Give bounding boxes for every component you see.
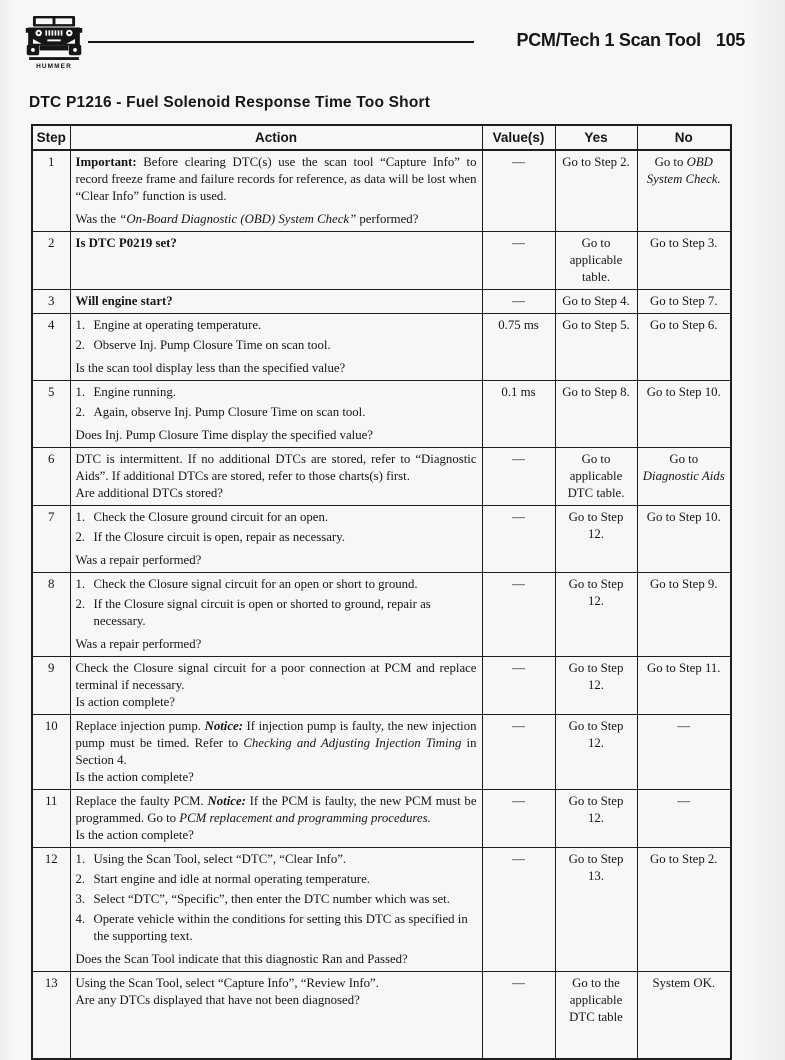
step-cell: 10 <box>32 715 70 790</box>
value-cell: — <box>482 573 555 657</box>
action-question <box>76 636 477 653</box>
item-text <box>94 317 477 334</box>
value-cell: — <box>482 448 555 506</box>
action-item <box>76 576 477 593</box>
table-row <box>32 972 731 1059</box>
text-segment: Check the Closure signal circuit for a poor connection at PCM and replace terminal if necessary. <box>75 661 477 692</box>
action-line <box>76 769 477 786</box>
yes-cell <box>555 448 637 506</box>
action-cell <box>70 506 482 573</box>
text-segment: Select “DTC”, “Specific”, then enter the DTC number which was set. <box>93 892 450 906</box>
action-line <box>76 827 477 844</box>
action-para <box>76 718 477 769</box>
action-cell <box>70 848 482 972</box>
hummer-logo-text: HUMMER <box>36 63 72 70</box>
no-cell <box>637 573 731 657</box>
text-segment: Using the Scan Tool, select “DTC”, “Clear Info”. <box>93 852 347 866</box>
table-row <box>32 150 731 232</box>
item-text <box>94 851 477 868</box>
yes-cell <box>555 715 637 790</box>
table-row <box>32 573 731 657</box>
text-segment: If injection pump is faulty, the new injection pump must be timed. Refer to <box>75 719 477 750</box>
action-item <box>76 317 477 334</box>
action-para <box>76 154 477 205</box>
item-number: 2. <box>75 872 86 886</box>
no-cell <box>637 790 731 848</box>
action-item <box>76 851 477 868</box>
text-segment: Notice: <box>204 719 243 733</box>
text-segment: Go to Step 12. <box>568 510 624 541</box>
hummer-vehicle-icon <box>25 16 83 60</box>
page-header-title <box>516 30 745 51</box>
text-segment: If the PCM is faulty, the new PCM must be programmed. Go to <box>75 794 477 825</box>
text-segment: Is the scan tool display less than the specified value? <box>75 361 346 375</box>
table-row <box>32 657 731 715</box>
step-cell: 3 <box>32 290 70 314</box>
text-segment: Go to Step 7. <box>649 294 718 308</box>
item-text <box>94 911 477 945</box>
value-cell: 0.1 ms <box>482 381 555 448</box>
text-segment: Important: <box>75 155 137 169</box>
step-cell: 1 <box>32 150 70 232</box>
action-item <box>76 337 477 354</box>
no-cell <box>637 448 731 506</box>
action-cell <box>70 715 482 790</box>
text-segment: — <box>677 794 691 808</box>
yes-cell <box>555 232 637 290</box>
text-segment: Go to Step 12. <box>568 794 624 825</box>
action-cell <box>70 573 482 657</box>
item-number: 2. <box>75 338 86 352</box>
text-segment: Go to Step 5. <box>562 318 630 332</box>
text-segment: Was a repair performed? <box>75 637 202 651</box>
value-cell: — <box>482 790 555 848</box>
table-row <box>32 715 731 790</box>
item-number: 2. <box>75 530 86 544</box>
text-segment: Does the Scan Tool indicate that this diagnostic Ran and Passed? <box>75 952 408 966</box>
value-cell: 0.75 ms <box>482 314 555 381</box>
page-number: 105 <box>715 30 745 50</box>
item-number: 1. <box>75 318 86 332</box>
value-cell: — <box>482 657 555 715</box>
action-para <box>76 451 477 485</box>
action-para <box>76 293 477 310</box>
item-number: 3. <box>75 892 86 906</box>
item-number: 2. <box>75 597 86 611</box>
item-text <box>94 871 477 888</box>
action-line <box>76 485 477 502</box>
text-segment: Is the action complete? <box>75 828 194 842</box>
action-question <box>76 360 477 377</box>
text-segment: Using the Scan Tool, select “Capture Info”, “Review Info”. <box>75 976 379 990</box>
column-header-values: Value(s) <box>482 125 555 150</box>
text-segment: Will engine start? <box>75 294 173 308</box>
item-text <box>94 576 477 593</box>
step-cell: 5 <box>32 381 70 448</box>
item-number: 1. <box>75 577 86 591</box>
table-row <box>32 381 731 448</box>
action-question <box>76 552 477 569</box>
yes-cell <box>555 657 637 715</box>
item-text <box>94 891 477 908</box>
text-segment: Go to Step 12. <box>568 661 624 692</box>
text-segment: Was a repair performed? <box>75 553 202 567</box>
no-cell <box>637 715 731 790</box>
action-cell <box>70 314 482 381</box>
step-cell: 11 <box>32 790 70 848</box>
action-para <box>76 660 477 694</box>
step-cell: 12 <box>32 848 70 972</box>
no-cell <box>637 381 731 448</box>
value-cell: — <box>482 290 555 314</box>
item-text <box>94 529 477 546</box>
text-segment: Notice: <box>207 794 246 808</box>
column-header-no: No <box>637 125 731 150</box>
table-row <box>32 448 731 506</box>
table-row <box>32 232 731 290</box>
text-segment: DTC is intermittent. If no additional DTCs are stored, refer to “Diagnostic Aids”. If additional DTCs are stored, refer to those charts(s) first. <box>75 452 477 483</box>
text-segment: Are any DTCs displayed that have not been diagnosed? <box>75 993 360 1007</box>
text-segment: “On-Board Diagnostic (OBD) System Check” <box>119 212 357 226</box>
doc-title: DTC P1216 - Fuel Solenoid Response Time Too Short <box>29 94 431 111</box>
text-segment: Go to Step 9. <box>649 577 718 591</box>
step-cell: 2 <box>32 232 70 290</box>
yes-cell <box>555 848 637 972</box>
step-cell: 9 <box>32 657 70 715</box>
action-question <box>76 427 477 444</box>
yes-cell <box>555 790 637 848</box>
no-cell <box>637 657 731 715</box>
step-cell: 4 <box>32 314 70 381</box>
action-line <box>76 694 477 711</box>
hummer-logo <box>25 16 83 70</box>
text-segment: System OK. <box>652 976 716 990</box>
table-row <box>32 790 731 848</box>
no-cell <box>637 848 731 972</box>
text-segment: Go to Step 13. <box>568 852 624 883</box>
action-para <box>76 975 477 992</box>
no-cell <box>637 150 731 232</box>
item-text <box>94 596 477 630</box>
action-item <box>76 384 477 401</box>
text-segment: Replace the faulty PCM. <box>75 794 208 808</box>
value-cell: — <box>482 150 555 232</box>
text-segment: Is the action complete? <box>75 770 194 784</box>
text-segment: Go to Step 8. <box>562 385 630 399</box>
step-cell: 13 <box>32 972 70 1059</box>
table-header-row <box>32 125 731 150</box>
text-segment: Go to Step 10. <box>646 510 721 524</box>
yes-cell <box>555 150 637 232</box>
value-cell: — <box>482 232 555 290</box>
item-text <box>94 384 477 401</box>
item-text <box>94 337 477 354</box>
action-item <box>76 529 477 546</box>
step-cell: 7 <box>32 506 70 573</box>
yes-cell <box>555 573 637 657</box>
text-segment: performed? <box>356 212 419 226</box>
step-cell: 8 <box>32 573 70 657</box>
text-segment: Was the <box>75 212 120 226</box>
table-body <box>32 150 731 1059</box>
yes-cell <box>555 290 637 314</box>
action-cell <box>70 232 482 290</box>
table-row <box>32 506 731 573</box>
no-cell <box>637 314 731 381</box>
text-segment: — <box>677 719 691 733</box>
action-cell <box>70 448 482 506</box>
step-cell: 6 <box>32 448 70 506</box>
text-segment: Go to Step 10. <box>646 385 721 399</box>
no-cell <box>637 290 731 314</box>
text-segment: Go to Step 12. <box>568 577 624 608</box>
text-segment: Go to Step 3. <box>649 236 718 250</box>
no-cell <box>637 232 731 290</box>
value-cell: — <box>482 848 555 972</box>
text-segment: Does Inj. Pump Closure Time display the specified value? <box>75 428 373 442</box>
text-segment: Is DTC P0219 set? <box>75 236 177 250</box>
action-item <box>76 596 477 630</box>
yes-cell <box>555 506 637 573</box>
text-segment: Check the Closure signal circuit for an open or short to ground. <box>93 577 418 591</box>
dtc-table <box>31 124 732 1060</box>
item-number: 1. <box>75 852 86 866</box>
header-section-title: PCM/Tech 1 Scan Tool <box>516 30 701 50</box>
text-segment: Go to applicable table. <box>569 236 623 284</box>
text-segment: Go to Step 2. <box>649 852 718 866</box>
text-segment: Start engine and idle at normal operating temperature. <box>93 872 370 886</box>
no-cell <box>637 506 731 573</box>
action-item <box>76 911 477 945</box>
text-segment: in Section 4. <box>75 736 477 767</box>
action-para <box>76 235 477 252</box>
text-segment: Checking and Adjusting Injection Timing <box>243 736 462 750</box>
action-item <box>76 871 477 888</box>
column-header-action: Action <box>70 125 482 150</box>
text-segment: If the Closure circuit is open, repair as necessary. <box>93 530 345 544</box>
text-segment: Go to Step 4. <box>562 294 630 308</box>
text-segment: Is action complete? <box>75 695 175 709</box>
action-item <box>76 404 477 421</box>
column-header-yes: Yes <box>555 125 637 150</box>
action-item <box>76 509 477 526</box>
action-question <box>76 951 477 968</box>
text-segment: Replace injection pump. <box>75 719 205 733</box>
yes-cell <box>555 381 637 448</box>
text-segment: Operate vehicle within the conditions for setting this DTC as specified in the supporting text. <box>93 912 468 943</box>
action-line <box>76 992 477 1009</box>
text-segment: Again, observe Inj. Pump Closure Time on scan tool. <box>93 405 366 419</box>
table-row <box>32 314 731 381</box>
column-header-step: Step <box>32 125 70 150</box>
no-cell <box>637 972 731 1059</box>
yes-cell <box>555 972 637 1059</box>
item-text <box>94 509 477 526</box>
text-segment: Check the Closure ground circuit for an open. <box>93 510 329 524</box>
text-segment: Go to Step 11. <box>647 661 721 675</box>
table-row <box>32 290 731 314</box>
text-segment: PCM replacement and programming procedures. <box>179 811 431 825</box>
action-cell <box>70 790 482 848</box>
text-segment: Diagnostic Aids <box>642 469 725 483</box>
action-cell <box>70 657 482 715</box>
text-segment: OBD System Check. <box>646 155 721 186</box>
yes-cell <box>555 314 637 381</box>
action-cell <box>70 972 482 1059</box>
text-segment: Go to Step 12. <box>568 719 624 750</box>
value-cell: — <box>482 506 555 573</box>
item-number: 1. <box>75 510 86 524</box>
text-segment: Are additional DTCs stored? <box>75 486 223 500</box>
page-header <box>0 0 785 70</box>
header-rule-line <box>88 41 474 43</box>
action-cell <box>70 381 482 448</box>
item-text <box>94 404 477 421</box>
text-segment: Engine at operating temperature. <box>93 318 262 332</box>
item-number: 2. <box>75 405 86 419</box>
item-number: 1. <box>75 385 86 399</box>
text-segment: Go to Step 2. <box>562 155 630 169</box>
action-cell <box>70 290 482 314</box>
item-number: 4. <box>75 912 86 926</box>
action-para <box>76 793 477 827</box>
text-segment: Go to the applicable DTC table <box>569 976 623 1024</box>
text-segment: Go to <box>669 452 699 466</box>
text-segment: Engine running. <box>93 385 176 399</box>
value-cell: — <box>482 972 555 1059</box>
text-segment: Go to applicable DTC table. <box>567 452 625 500</box>
text-segment: If the Closure signal circuit is open or shorted to ground, repair as necessary. <box>93 597 431 628</box>
action-cell <box>70 150 482 232</box>
table-row <box>32 848 731 972</box>
text-segment: Go to Step 6. <box>649 318 718 332</box>
action-item <box>76 891 477 908</box>
text-segment: Before clearing DTC(s) use the scan tool “Capture Info” to record freeze frame and failure records for reference, as data will be lost when “Clear Info” function is used. <box>75 155 477 203</box>
value-cell: — <box>482 715 555 790</box>
text-segment: Go to <box>654 155 687 169</box>
action-question <box>76 211 477 228</box>
text-segment: Observe Inj. Pump Closure Time on scan tool. <box>93 338 331 352</box>
